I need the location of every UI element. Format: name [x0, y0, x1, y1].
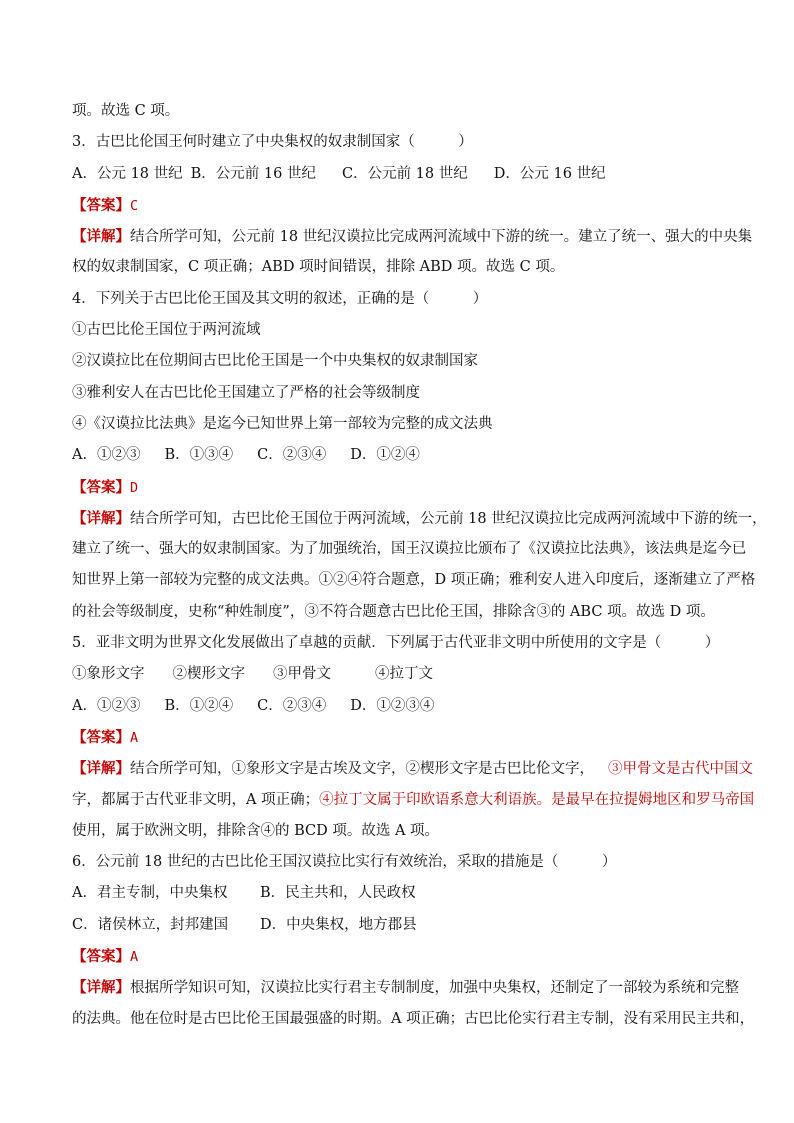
explanation-text: 的社会等级制度，史称“种姓制度”，③不符合题意古巴比伦王国，排除含③的 ABC 项。故选 D 项。 [72, 603, 715, 620]
explanation-text: 根据所学知识可知，汉谟拉比实行君主专制制度，加强中央集权，还制定了一部较为系统和完整 [130, 980, 739, 997]
question-5-statements [72, 659, 736, 690]
answer-label: 【答案】 [72, 728, 130, 746]
statement: ③雅利安人在古巴比伦王国建立了严格的社会等级制度 [72, 384, 420, 401]
question-6-stem: 6．公元前 18 世纪的古巴比伦王国汉谟拉比实行有效统治，采取的措施是（ ） [72, 854, 617, 871]
question-4-explanation [72, 503, 767, 534]
statement: ④《汉谟拉比法典》是迄今已知世界上第一部较为完整的成文法典 [72, 415, 493, 432]
option-a: A．公元 18 世纪 [72, 165, 183, 182]
question-6-explanation [72, 972, 739, 1003]
explanation-text: 知世界上第一部较为完整的成文法典。①②④符合题意，D 项正确；雅利安人进入印度后，逐渐建立了严格 [72, 572, 756, 589]
option-b: B．公元前 16 世纪 [190, 165, 316, 182]
statement: ②楔形文字 [172, 666, 245, 683]
explanation-text: 使用，属于欧洲文明，排除含④的 BCD 项。故选 A 项。 [72, 822, 440, 839]
statement: ④拉丁文 [375, 666, 433, 683]
answer-label: 【答案】 [72, 196, 130, 214]
option-b: B．①②④ [164, 697, 234, 714]
option-c: C．诸侯林立，封邦建国 [72, 916, 229, 933]
statement: ②汉谟拉比在位期间古巴比伦王国是一个中央集权的奴隶制国家 [72, 353, 478, 370]
option-b: B．民主共和，人民政权 [260, 885, 416, 902]
question-5-explanation [72, 753, 753, 784]
explanation-label: 【详解】 [72, 979, 130, 997]
explanation-text: 结合所学可知，公元前 18 世纪汉谟拉比完成两河流域中下游的统一。建立了统一、强大的中央集 [130, 229, 753, 246]
option-d: D．中央集权，地方郡县 [260, 916, 417, 933]
question-4-answer [72, 472, 736, 503]
question-3-explanation [72, 221, 753, 252]
answer-value: A [130, 949, 139, 966]
explanation-text: 结合所学可知，古巴比伦王国位于两河流域，公元前 18 世纪汉谟拉比完成两河流域中下游的统一， [130, 510, 767, 527]
explanation-text: 结合所学可知，①象形文字是古埃及文字，②楔形文字是古巴比伦文字， [130, 761, 594, 778]
option-d: D．①②③④ [350, 697, 435, 714]
question-3-stem: 3．古巴比伦国王何时建立了中央集权的奴隶制国家（ ） [72, 134, 473, 151]
question-5-stem: 5．亚非文明为世界文化发展做出了卓越的贡献．下列属于古代亚非文明中所使用的文字是（ ） [72, 635, 720, 652]
option-a: A．①②③ [72, 697, 141, 714]
answer-value: A [130, 729, 139, 746]
explanation-text: 字，都属于古代亚非文明，A 项正确； [72, 791, 320, 808]
option-c: C．②③④ [257, 447, 327, 464]
explanation-text: 权的奴隶制国家，C 项正确；ABD 项时间错误，排除 ABD 项。故选 C 项。 [72, 259, 565, 276]
explanation-highlight: ④拉丁文属于印欧语系意大利语族。是最早在拉提姆地区和罗马帝国 [319, 791, 755, 808]
question-6-answer [72, 941, 736, 972]
explanation-highlight: ③甲骨文是古代中国文 [608, 761, 753, 778]
question-3-options [72, 159, 736, 190]
question-6-options-row-2 [72, 910, 736, 941]
question-3-answer [72, 190, 736, 221]
explanation-label: 【详解】 [72, 228, 130, 246]
question-5-answer [72, 722, 736, 753]
question-4-stem: 4．下列关于古巴比伦王国及其文明的叙述，正确的是（ ） [72, 290, 488, 307]
option-b: B．①③④ [164, 447, 234, 464]
explanation-label: 【详解】 [72, 760, 130, 778]
explanation-text [72, 785, 755, 816]
option-a: A．君主专制，中央集权 [72, 885, 228, 902]
option-c: C．②③④ [257, 697, 327, 714]
explanation-text: 建立了统一、强大的奴隶制国家。为了加强统治，国王汉谟拉比颁布了《汉谟拉比法典》，该法典是迄今已 [72, 541, 747, 558]
question-6-options-row-1 [72, 878, 736, 909]
statement: ③甲骨文 [273, 666, 331, 683]
answer-value: C [130, 197, 139, 214]
explanation-label: 【详解】 [72, 509, 130, 527]
text-line: 项。故选 C 项。 [72, 103, 180, 119]
option-d: D．①②④ [350, 447, 420, 464]
explanation-text: 的法典。他在位时是古巴比伦王国最强盛的时期。A 项正确；古巴比伦实行君主专制，没有采用民主共和， [72, 1010, 755, 1027]
answer-label: 【答案】 [72, 478, 130, 496]
option-a: A．①②③ [72, 447, 141, 464]
question-4-options [72, 440, 736, 471]
option-d: D．公元 16 世纪 [493, 165, 606, 182]
question-5-options [72, 691, 736, 722]
statement: ①象形文字 [72, 666, 145, 683]
statement: ①古巴比伦王国位于两河流域 [72, 322, 261, 339]
option-c: C．公元前 18 世纪 [341, 165, 468, 182]
document-page [72, 96, 767, 1035]
answer-value: D [130, 479, 139, 496]
answer-label: 【答案】 [72, 948, 130, 966]
